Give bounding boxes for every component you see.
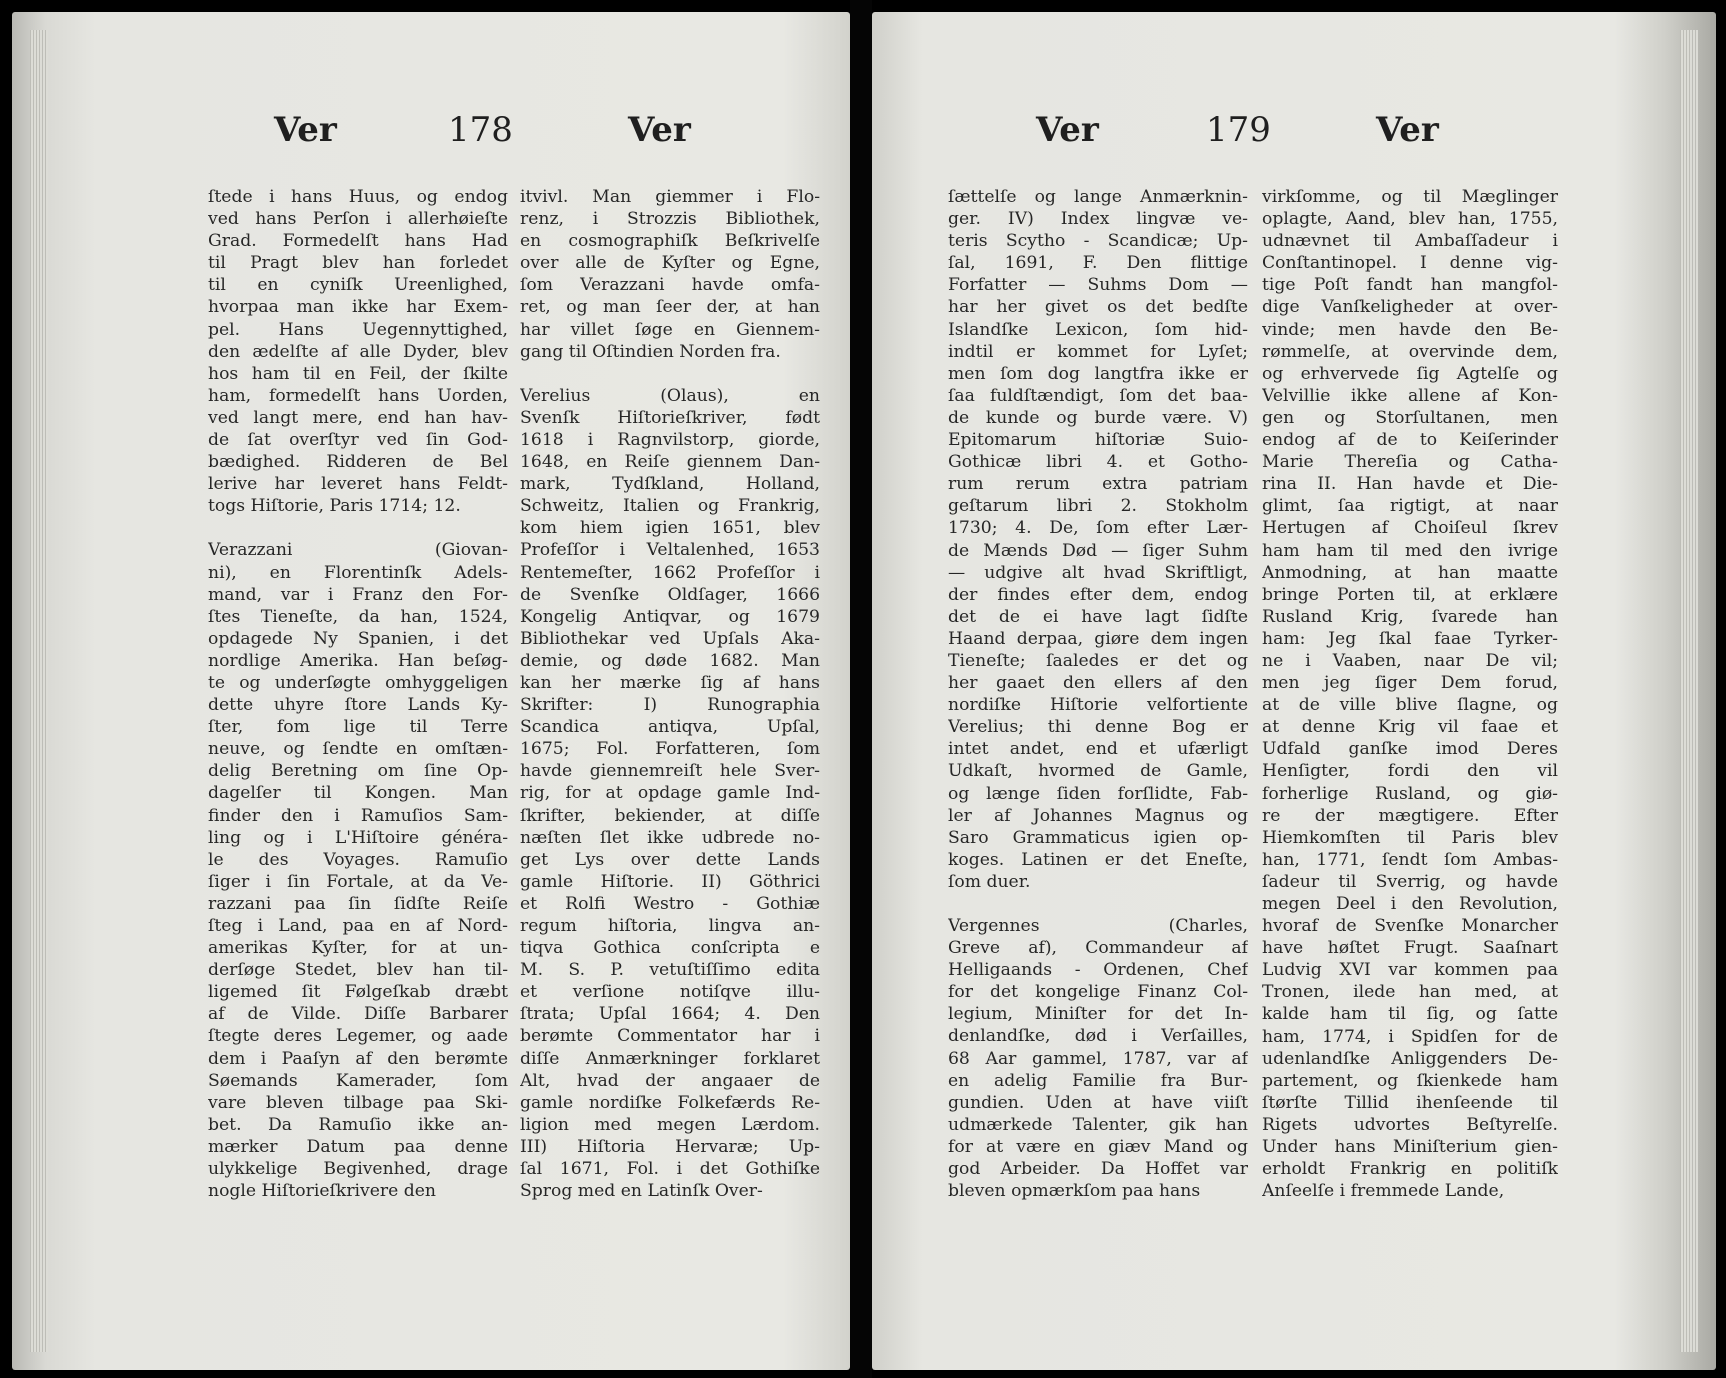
text-line: Grad. Formedelſt hans Had	[208, 231, 508, 252]
text-line: mand, var i Franz den For-	[208, 584, 508, 605]
text-line: Hiemkomſten til Paris blev	[1262, 827, 1558, 848]
text-line: her gaaet den ellers af den	[948, 673, 1248, 694]
text-line: have høſtet Frugt. Saaſnart	[1262, 938, 1558, 959]
book-gutter	[850, 0, 872, 1378]
text-line: ulykkelige Begivenhed, drage	[208, 1159, 508, 1180]
text-line: ler af Johannes Magnus og	[948, 805, 1248, 826]
text-line: ſadeur til Sverrig, og havde	[1262, 871, 1558, 892]
text-line: get Lys over dette Lands	[520, 849, 820, 870]
text-line: legium, Miniſter for det In-	[948, 1004, 1248, 1025]
text-line: endog af de to Keiſerinder	[1262, 430, 1558, 451]
text-line: diſſe Anmærkninger forklaret	[520, 1048, 820, 1069]
text-line: ſkrifter, bekiender, at diſſe	[520, 805, 820, 826]
text-line: kan her mærke ſig af hans	[520, 672, 820, 693]
text-line: le des Voyages. Ramuſio	[208, 849, 508, 870]
running-head	[12, 110, 850, 170]
text-line: Under hans Miniſterium gien-	[1262, 1137, 1558, 1158]
text-line: ligion med megen Lærdom.	[520, 1114, 820, 1135]
text-line: hvoraf de Svenſke Monarcher	[1262, 916, 1558, 937]
text-line: togs Hiſtorie, Paris 1714; 12.	[208, 496, 461, 517]
text-line: Epitomarum hiſtoriæ Suio-	[948, 430, 1248, 451]
text-line: Conſtantinopel. I denne vig-	[1262, 253, 1558, 274]
text-line: ſtede i hans Huus, og endog	[208, 187, 508, 207]
text-line: Islandſke Lexicon, ſom hid-	[948, 319, 1248, 340]
text-line: hos ham til en Feil, der ſkilte	[208, 363, 508, 384]
right-page	[872, 12, 1716, 1370]
text-line: tige Poſt fandt han mangfol-	[1262, 275, 1558, 296]
text-line: ſtegte deres Legemer, og aade	[208, 1026, 508, 1047]
header-right-word: Ver	[628, 110, 691, 150]
text-line: Rusland Krig, ſvarede han	[1262, 606, 1558, 627]
text-column-right	[1262, 186, 1558, 1202]
text-line: den ædelſte af alle Dyder, blev	[208, 341, 508, 362]
text-line: ſiger i ſin Fortale, at da Ve-	[208, 871, 508, 892]
text-line: Verelius (Olaus), en	[520, 385, 820, 406]
text-line: M. S. P. vetuſtiſſimo edita	[520, 960, 820, 981]
text-line: Helligaands - Ordenen, Chef	[948, 960, 1248, 981]
text-line: rømmelſe, at overvinde dem,	[1262, 341, 1558, 362]
text-line: nogle Hiſtorieſkrivere den	[208, 1181, 437, 1202]
text-column-left	[948, 186, 1248, 1202]
page-number: 179	[1206, 110, 1271, 150]
text-line: erholdt Frankrig en politiſk	[1262, 1159, 1558, 1180]
text-line: har her givet os det bedſte	[948, 297, 1248, 318]
text-line: kalde ham til ſig, og ſatte	[1262, 1004, 1558, 1025]
text-line: Hertugen af Choiſeul ſkrev	[1262, 518, 1558, 539]
text-line: Skrifter: I) Runographia	[520, 695, 820, 716]
text-line: de Svenſke Oldſager, 1666	[520, 584, 820, 605]
text-line: Greve af), Commandeur af	[948, 938, 1248, 959]
text-line: ſtørſte Tillid ihenſeende til	[1262, 1092, 1558, 1113]
text-line: delig Beretning om ſine Op-	[208, 761, 508, 782]
text-line: til en cyniſk Ureenlighed,	[208, 275, 508, 296]
running-head	[872, 110, 1716, 170]
text-line: over alle de Kyſter og Egne,	[520, 253, 820, 274]
text-line: Henſigter, fordi den vil	[1262, 761, 1558, 782]
text-line: regum hiſtoria, lingva an-	[520, 916, 820, 936]
text-line: Udkaſt, hvormed de Gamle,	[948, 761, 1248, 782]
text-line: dette uhyre ſtore Lands Ky-	[208, 695, 508, 716]
text-line: gamle nordiſke Folkefærds Re-	[520, 1092, 820, 1113]
text-line: finder den i Ramuſios Sam-	[208, 805, 508, 826]
text-line: vare bleven tilbage paa Ski-	[208, 1092, 508, 1113]
text-line: oplagte, Aand, blev han, 1755,	[1262, 209, 1558, 230]
text-line: ſættelſe og lange Anmærknin-	[948, 187, 1248, 207]
text-line: gen og Storſultanen, men	[1262, 407, 1558, 428]
text-line: ham, 1774, i Spidſen for de	[1262, 1026, 1558, 1047]
text-line: ni), en Florentinſk Adels-	[208, 562, 508, 583]
text-line: ved hans Perſon i allerhøieſte	[208, 209, 508, 230]
text-line: at de ville blive ſlagne, og	[1262, 695, 1558, 716]
text-line: ne i Vaaben, naar De vil;	[1262, 650, 1558, 671]
text-line: Anmodning, at han maatte	[1262, 562, 1558, 583]
text-line: Tieneſte; ſaaledes er det og	[948, 650, 1248, 671]
text-line: havde giennemreiſt hele Sver-	[520, 761, 820, 782]
text-line: Marie Thereſia og Catha-	[1262, 452, 1558, 473]
header-right-word: Ver	[1376, 110, 1439, 150]
text-line: teris Scytho - Scandicæ; Up-	[948, 231, 1248, 252]
text-line: gang til Oſtindien Norden fra.	[520, 341, 781, 362]
text-line: 68 Aar gammel, 1787, var af	[948, 1048, 1248, 1069]
text-line: derſøge Stedet, blev han til-	[208, 960, 508, 981]
paragraph-gap	[208, 517, 508, 539]
text-line: glimt, ſaa rigtigt, at naar	[1262, 496, 1558, 517]
text-line: bringe Porten til, at erklære	[1262, 584, 1558, 605]
text-line: ret, og man ſeer der, at han	[520, 297, 820, 318]
text-line: at denne Krig vil faae et	[1262, 717, 1558, 738]
text-line: partement, og ſkienkede ham	[1262, 1070, 1558, 1091]
text-line: koges. Latinen er det Eneſte,	[948, 849, 1248, 870]
text-line: Forfatter — Suhms Dom —	[948, 275, 1248, 296]
text-line: Gothicæ libri 4. et Gotho-	[948, 452, 1248, 473]
text-line: ligemed ſit Følgeſkab dræbt	[208, 982, 508, 1003]
text-line: mark, Tydſkland, Holland,	[520, 474, 820, 495]
header-left-word: Ver	[274, 110, 337, 150]
text-line: de ſat overſtyr ved ſin God-	[208, 430, 508, 451]
text-line: Vergennes (Charles,	[948, 916, 1248, 936]
text-line: og erhvervede ſig Agtelſe og	[1262, 363, 1558, 384]
text-line: ſom Verazzani havde omfa-	[520, 275, 820, 296]
text-line: Søemands Kamerader, ſom	[208, 1070, 508, 1091]
text-line: ham ham til med den ivrige	[1262, 540, 1558, 561]
text-line: re der mægtigere. Efter	[1262, 805, 1558, 826]
text-line: megen Deel i den Revolution,	[1262, 894, 1558, 914]
text-line: Svenſk Hiſtorieſkriver, født	[520, 407, 820, 428]
text-line: ſter, fom lige til Terre	[208, 717, 508, 738]
text-line: kom hiem igien 1651, blev	[520, 518, 820, 539]
paragraph-gap	[520, 363, 820, 385]
text-line: dagelſer til Kongen. Man	[208, 783, 508, 804]
text-line: til Pragt blev han forledet	[208, 253, 508, 274]
text-line: det de ei have lagt ſidſte	[948, 606, 1248, 627]
text-line: mærker Datum paa denne	[208, 1136, 508, 1157]
text-line: virkſomme, og til Mæglinger	[1262, 187, 1558, 207]
text-line: berømte Commentator har i	[520, 1026, 820, 1047]
text-line: gamle Hiſtorie. II) Göthrici	[520, 871, 820, 892]
text-line: de Mænds Død — ſiger Suhm	[948, 540, 1248, 561]
text-line: ſal, 1691, F. Den flittige	[948, 253, 1248, 274]
text-line: gundien. Uden at have viiſt	[948, 1092, 1248, 1113]
text-line: ſtes Tieneſte, da han, 1524,	[208, 606, 508, 627]
text-line: udenlandſke Anliggenders De-	[1262, 1048, 1558, 1069]
page-edges	[1680, 30, 1698, 1352]
text-line: nordlige Amerika. Han beſøg-	[208, 650, 508, 671]
text-line: 1730; 4. De, ſom efter Lær-	[948, 518, 1248, 539]
text-line: demie, og døde 1682. Man	[520, 650, 820, 671]
paragraph-gap	[948, 893, 1248, 915]
text-line: ſtrata; Upſal 1664; 4. Den	[520, 1004, 820, 1025]
text-line: rum rerum extra patriam	[948, 474, 1248, 495]
text-line: dige Vanſkeligheder at over-	[1262, 297, 1558, 318]
text-line: et verſione notiſqve illu-	[520, 982, 820, 1003]
page-edges	[30, 30, 48, 1352]
text-line: Verelius; thi denne Bog er	[948, 717, 1248, 738]
text-line: 1648, en Reiſe giennem Dan-	[520, 452, 820, 473]
text-line: har villet ſøge en Giennem-	[520, 319, 820, 340]
text-line: Profeſſor i Veltalenhed, 1653	[520, 540, 820, 561]
text-line: indtil er kommet for Lyſet;	[948, 341, 1248, 362]
text-line: udnævnet til Ambaſſadeur i	[1262, 231, 1558, 252]
text-line: intet andet, end et ufærligt	[948, 739, 1248, 760]
text-line: og længe ſiden forſlidte, Fab-	[948, 783, 1248, 804]
text-line: Rentemeſter, 1662 Profeſſor i	[520, 562, 820, 583]
text-line: en adelig Familie fra Bur-	[948, 1070, 1248, 1091]
text-line: ſaa fuldſtændigt, ſom det baa-	[948, 385, 1248, 406]
text-line: lerive har leveret hans Feldt-	[208, 474, 508, 495]
text-line: III) Hiſtoria Hervaræ; Up-	[520, 1136, 820, 1157]
text-line: de kunde og burde være. V)	[948, 407, 1248, 428]
text-line: ſom duer.	[948, 871, 1031, 892]
text-line: Udfald ganſke imod Deres	[1262, 739, 1558, 760]
text-line: pel. Hans Uegennyttighed,	[208, 319, 508, 340]
left-page	[12, 12, 850, 1370]
text-line: razzani paa ſin ſidſte Reiſe	[208, 893, 508, 914]
text-line: for at være en giæv Mand og	[948, 1136, 1248, 1157]
text-line: bædighed. Ridderen de Bel	[208, 452, 508, 473]
text-line: itvivl. Man giemmer i Flo-	[520, 187, 820, 207]
text-line: han, 1771, ſendt ſom Ambas-	[1262, 849, 1558, 870]
text-line: Haand derpaa, giøre dem ingen	[948, 628, 1248, 649]
text-line: ſal 1671, Fol. i det Gothiſke	[520, 1159, 820, 1180]
text-line: Anſeelſe i fremmede Lande,	[1262, 1181, 1505, 1202]
text-line: tiqva Gothica conſcripta e	[520, 938, 820, 959]
page-number: 178	[448, 110, 513, 150]
text-line: renz, i Strozzis Bibliothek,	[520, 209, 820, 230]
text-line: Rigets udvortes Beſtyrelſe.	[1262, 1114, 1558, 1135]
text-line: nordiſke Hiſtorie velfortiente	[948, 695, 1248, 716]
text-line: ham, formedelſt hans Uorden,	[208, 385, 508, 406]
text-line: rig, for at opdage gamle Ind-	[520, 783, 820, 804]
text-line: ling og i L'Hiſtoire généra-	[208, 827, 508, 848]
text-line: 1675; Fol. Forfatteren, ſom	[520, 739, 820, 760]
text-line: rina II. Han havde et Die-	[1262, 474, 1558, 495]
text-line: af de Vilde. Diſſe Barbarer	[208, 1004, 508, 1025]
text-line: Tronen, ilede han med, at	[1262, 982, 1558, 1003]
text-column-right	[520, 186, 820, 1202]
text-line: ger. IV) Index lingvæ ve-	[948, 209, 1248, 230]
text-line: Saro Grammaticus igien op-	[948, 827, 1248, 848]
text-line: for det kongelige Finanz Col-	[948, 982, 1248, 1003]
text-line: Scandica antiqva, Upſal,	[520, 717, 820, 738]
text-line: opdagede Ny Spanien, i det	[208, 628, 508, 649]
text-line: Verazzani (Giovan-	[208, 540, 508, 561]
text-line: 1618 i Ragnvilstorp, giorde,	[520, 429, 820, 450]
text-line: et Rolfi Westro - Gothiæ	[520, 893, 820, 914]
text-line: Velvillie ikke allene af Kon-	[1262, 385, 1558, 406]
text-line: god Arbeider. Da Hoffet var	[948, 1159, 1248, 1180]
text-line: men ſom dog langtfra ikke er	[948, 363, 1248, 384]
text-line: ſteg i Land, paa en af Nord-	[208, 916, 508, 936]
text-line: forherlige Rusland, og giø-	[1262, 783, 1558, 804]
text-line: der findes efter dem, endog	[948, 584, 1248, 605]
text-line: vinde; men havde den Be-	[1262, 319, 1558, 340]
text-line: denlandſke, død i Verſailles,	[948, 1026, 1248, 1047]
text-line: hvorpaa man ikke har Exem-	[208, 297, 508, 318]
text-line: men jeg ſiger Dem forud,	[1262, 673, 1558, 694]
text-line: amerikas Kyſter, for at un-	[208, 938, 508, 959]
text-line: Ludvig XVI var kommen paa	[1262, 960, 1558, 981]
text-line: neuve, og ſendte en omſtæn-	[208, 739, 508, 760]
text-line: bleven opmærkſom paa hans	[948, 1181, 1201, 1202]
text-line: Sprog med en Latinſk Over-	[520, 1181, 763, 1202]
text-line: te og underſøgte omhyggeligen	[208, 672, 508, 693]
text-line: ved langt mere, end han hav-	[208, 407, 508, 428]
header-left-word: Ver	[1036, 110, 1099, 150]
text-line: næſten ſlet ikke udbrede no-	[520, 827, 820, 848]
text-line: geſtarum libri 2. Stokholm	[948, 496, 1248, 517]
text-column-left	[208, 186, 508, 1202]
text-line: dem i Paaſyn af den berømte	[208, 1048, 508, 1069]
text-line: — udgive alt hvad Skriftligt,	[948, 562, 1248, 583]
text-line: en cosmographiſk Beſkrivelſe	[520, 231, 820, 252]
text-line: Schweitz, Italien og Frankrig,	[520, 496, 820, 517]
text-line: Alt, hvad der angaaer de	[520, 1070, 820, 1091]
text-line: bet. Da Ramuſio ikke an-	[208, 1114, 508, 1135]
text-line: Kongelig Antiqvar, og 1679	[520, 606, 820, 627]
text-line: udmærkede Talenter, gik han	[948, 1114, 1248, 1135]
text-line: ham: Jeg ſkal faae Tyrker-	[1262, 628, 1558, 649]
text-line: Bibliothekar ved Upſals Aka-	[520, 628, 820, 649]
